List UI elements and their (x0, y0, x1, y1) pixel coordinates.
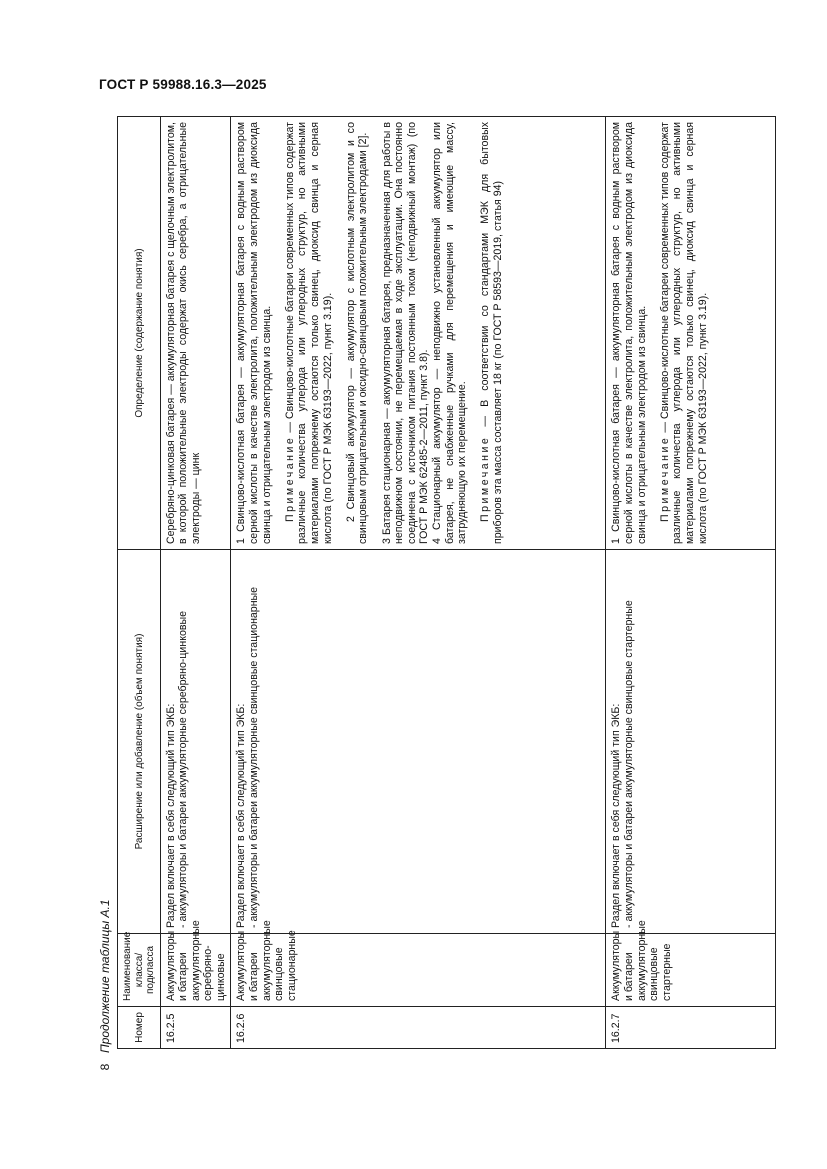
extension-intro: Раздел включает в себя следующий тип ЭКБ: (235, 703, 248, 928)
col-header-extension: Расширение или добавление (объем понятия) (118, 550, 161, 934)
note-text: — Свинцово-кислотные батареи современных типов содержат различные количества углерода или углеродных структур, но активными материалами попрежнему остаются только свинец, диоксид свинца и серная кислота (по ГОСТ Р МЭК 63193—2022, пункт 3.19). (658, 122, 709, 544)
extension-intro: Раздел включает в себя следующий тип ЭКБ: (164, 703, 177, 928)
note-label: Примечание (658, 435, 671, 522)
table-caption: Продолжение таблицы А.1 (98, 899, 112, 1053)
note-label: Примечание (479, 435, 492, 522)
row-class-name: Аккумуляторы и батареи аккумуляторные свинцовые стационарные (231, 934, 606, 1007)
definition-item-2: 2 Свинцовый аккумулятор — аккумулятор с кислотным электролитом и со свинцовым отрицательным и оксидно-свинцовым положительным электродами [2]. (344, 122, 370, 544)
row-definition (231, 117, 606, 550)
extension-intro: Раздел включает в себя следующий тип ЭКБ: (610, 703, 623, 928)
definition-note (659, 122, 709, 544)
row-definition (606, 117, 776, 550)
row-number: 16.2.5 (160, 1007, 231, 1049)
classification-table (117, 116, 776, 1049)
definition-item-4: 4 Стационарный аккумулятор — неподвижно установленный аккумулятор или батарея, не снабженные ручками для перемещения и имеющие массу, затрудняющую их перемещение. (430, 122, 469, 544)
definition-item-1: 1 Свинцово-кислотная батарея — аккумуляторная батарея с водным раствором серной кислоты в качестве электролита, положительным электродом из диоксида свинца и отрицательным электродом из свинца. (610, 122, 648, 544)
extension-item: - аккумуляторы и батареи аккумуляторные серебряно-цинковые (177, 611, 190, 928)
definition-item-1: 1 Свинцово-кислотная батарея — аккумуляторная батарея с водным раствором серной кислоты в качестве электролита, положительным электродом из диоксида свинца и отрицательным электродом из свинца. (235, 122, 273, 544)
definition-note (479, 122, 504, 544)
col-header-name: Наименование класса/ подкласса (118, 934, 161, 1007)
note-text: — Свинцово-кислотные батареи современных типов содержат различные количества углерода или углеродных структур, но активными материалами попрежнему остаются только свинец, диоксид свинца и серная кислота (по ГОСТ Р МЭК 63193—2022, пункт 3.19). (283, 122, 334, 544)
table-row (160, 117, 231, 1049)
row-class-name: Аккумуляторы и батареи аккумуляторные свинцовые стартерные (606, 934, 776, 1007)
table-row (606, 117, 776, 1049)
row-definition: Серебряно-цинковая батарея — аккумуляторная батарея с щелочным электролитом, в которой положительные электроды содержат окись серебра, а отрицательные электроды — цинк (160, 117, 231, 550)
page-number: 8 (98, 1063, 112, 1071)
extension-item: - аккумуляторы и батареи аккумуляторные свинцовые стартерные (623, 600, 636, 928)
document-header: ГОСТ Р 59988.16.3—2025 (99, 77, 267, 92)
row-extension (231, 550, 606, 934)
definition-note (284, 122, 334, 544)
note-text: — В соответствии со стандартами МЭК для бытовых приборов эта масса составляет 18 кг (по ГОСТ Р 58593—2019, статья 94) (479, 122, 504, 544)
note-label: Примечание (283, 435, 296, 522)
row-extension (160, 550, 231, 934)
col-header-definition: Определение (содержание понятия) (118, 117, 161, 550)
col-header-number: Номер (118, 1007, 161, 1049)
row-number: 16.2.6 (231, 1007, 606, 1049)
table-header-row (118, 117, 161, 1049)
extension-item: - аккумуляторы и батареи аккумуляторные свинцовые стационарные (248, 586, 261, 928)
row-extension (606, 550, 776, 934)
definition-item-3: 3 Батарея стационарная — аккумуляторная батарея, предназначенная для работы в неподвижном состоянии, не перемещаемая в ходе эксплуатации. Она постоянно соединена с источником питания постоянным током (неподвижный монтаж) (по ГОСТ Р МЭК 62485-2—2011, пункт 3.8). (380, 122, 431, 544)
row-number: 16.2.7 (606, 1007, 776, 1049)
row-class-name: Аккумуляторы и батареи аккумуляторные серебряно-цинковые (160, 934, 231, 1007)
table-row (231, 117, 606, 1049)
